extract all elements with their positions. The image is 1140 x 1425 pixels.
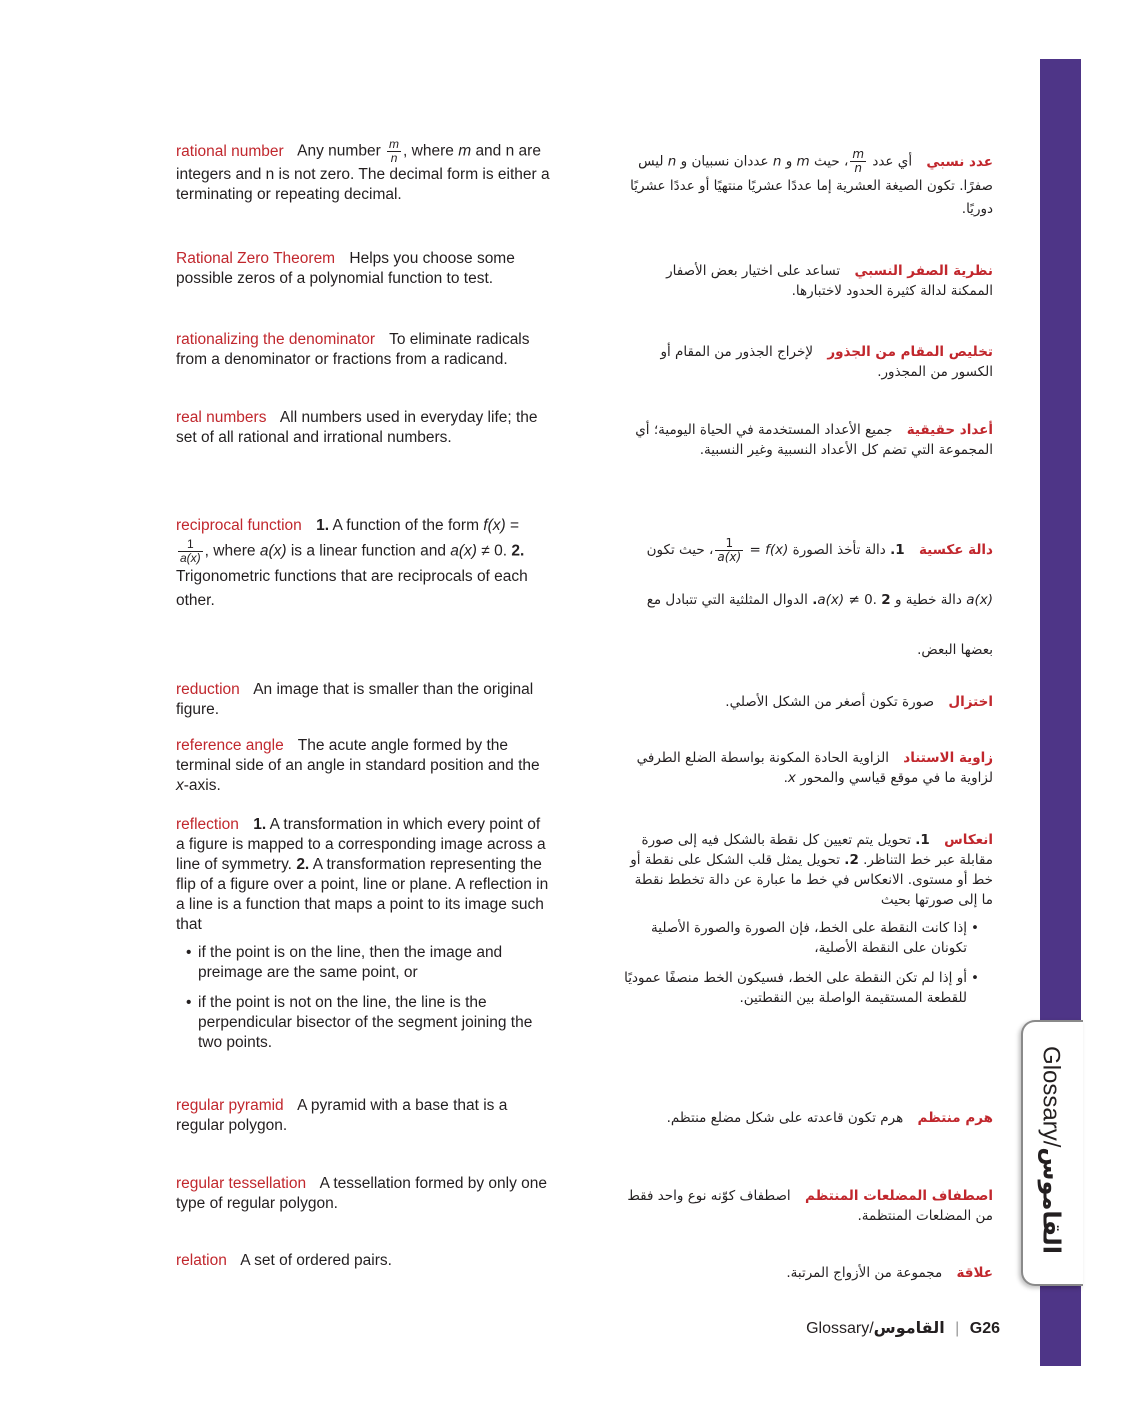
entry-reference-angle-en	[176, 736, 552, 796]
definition: A transformation representing the flip of a figure over a point, line or plane. A reflection in a line is a function that maps a point to its image such that	[176, 856, 549, 933]
definition: A function of the	[332, 517, 444, 534]
tab-label-en: Glossary/	[1037, 1046, 1065, 1148]
fraction-m-over-n: $\frac{m}{n}$	[389, 137, 400, 165]
list-item: • أو إذا لم تكن النقطة على الخط، فسيكون الخط منصفًا عموديًا للقطعة المستقيمة الواصلة بين النقطتين.	[621, 968, 993, 1008]
definition: To eliminate radicals from a denominator or fractions from a radicand.	[176, 331, 530, 368]
definition: , where	[403, 142, 454, 160]
definition: هرم تكون قاعدته على شكل مضلع منتظم.	[666, 1110, 904, 1126]
math: =	[749, 542, 761, 558]
term: نظرية الصفر النسبي	[854, 263, 993, 279]
term: regular pyramid	[176, 1097, 284, 1114]
term: Rational Zero Theorem	[176, 250, 336, 267]
bullet-list	[176, 943, 552, 1053]
entry-rational-zero-theorem-en	[176, 249, 552, 289]
entry-regular-tessellation-ar	[621, 1186, 993, 1226]
item-number: 1.	[316, 517, 330, 534]
term: regular tessellation	[176, 1175, 307, 1192]
term: reciprocal function	[176, 517, 302, 534]
definition: عددان نسبيان و	[680, 153, 769, 170]
definition: , where	[204, 542, 256, 560]
definition: تحويل يمثل قلب الشكل على نقطة أو خط أو مستوى. الانعكاس في خط ما عبارة عن دالة تخطط نقطة ما إلى صورتها بحيث	[630, 852, 993, 908]
definition: is a linear function and	[290, 542, 446, 560]
entry-real-numbers-en	[176, 408, 552, 448]
definition: ، حيث	[813, 153, 849, 170]
footer-title-en: Glossary/	[806, 1320, 874, 1337]
entry-real-numbers-ar	[621, 420, 993, 460]
entry-rational-number-en	[176, 138, 552, 205]
page-footer	[806, 1318, 1000, 1338]
definition: Trigonometric functions that are reciprocals of each other.	[176, 568, 528, 609]
definition: أي عدد	[872, 153, 913, 170]
variable: n	[772, 153, 782, 170]
math: a(x)	[450, 542, 477, 560]
term: اختزال	[948, 694, 993, 710]
term: تخليص المقام من الجذور	[827, 344, 993, 360]
definition: -axis.	[183, 777, 221, 794]
math: =	[510, 517, 520, 534]
definition: دالة خطية و	[894, 592, 962, 608]
fraction-1-over-ax: $\frac{1}{a(x)}$	[717, 535, 742, 564]
term: reduction	[176, 681, 240, 698]
term: rational number	[176, 142, 284, 160]
entry-relation-ar	[621, 1263, 993, 1283]
definition: and n are integers and n is not zero. The decimal form is either a terminating or repeating decimal.	[176, 142, 550, 203]
definition: الدوال المثلثية التي تتبادل مع بعضها البعض.	[646, 592, 993, 658]
definition: ليس صفرًا. تكون الصيغة العشرية إما عددًا عشريًا منتهيًا أو عددًا عشريًا دوريًا.	[630, 153, 993, 217]
term: عدد نسبي	[926, 153, 993, 170]
entry-rationalizing-denominator-ar	[621, 342, 993, 382]
entry-regular-pyramid-en	[176, 1096, 552, 1136]
glossary-tab-label	[1037, 1030, 1066, 1270]
entry-reflection-en	[176, 815, 552, 1063]
math: ≠ 0.	[848, 592, 877, 608]
definition: الزاوية الحادة المكونة بواسطة الضلع الطرفي لزاوية ما في موقع قياسي والمحور	[636, 750, 993, 786]
definition: .	[783, 770, 788, 786]
fraction-m-over-n: $\frac{m}{n}$	[852, 147, 865, 175]
entry-rational-number-ar	[621, 148, 993, 221]
math: f(x)	[483, 517, 506, 534]
entry-regular-tessellation-en	[176, 1174, 552, 1214]
term: انعكاس	[944, 832, 993, 848]
entry-reciprocal-function-en	[176, 514, 552, 613]
definition: صورة تكون أصغر من الشكل الأصلي.	[725, 694, 935, 710]
entry-relation-en	[176, 1251, 552, 1271]
item-number: 1.	[890, 542, 905, 558]
term: relation	[176, 1252, 227, 1269]
definition: A tessellation formed by only one type of regular polygon.	[176, 1175, 548, 1212]
definition: تحويل يتم تعيين كل نقطة بالشكل فيه إلى صورة مقابلة عبر خط التناظر.	[641, 832, 993, 868]
item-number: 2.	[812, 592, 891, 608]
term: reference angle	[176, 737, 284, 754]
math: f(x)	[765, 542, 789, 558]
definition: A transformation in which every point of a figure is mapped to a corresponding image across a line of symmetry.	[176, 816, 546, 873]
entry-reciprocal-function-ar	[621, 525, 993, 675]
math: a(x)	[966, 592, 993, 608]
term: زاوية الاستناد	[903, 750, 993, 766]
definition: اصطفاف كوّنه نوع واحد فقط من المضلعات المنتظمة.	[627, 1188, 993, 1224]
definition: All numbers used in everyday life; the set of all rational and irrational numbers.	[176, 409, 538, 446]
term: دالة عكسية	[918, 542, 993, 558]
definition: A pyramid with a base that is a regular polygon.	[176, 1097, 508, 1134]
tab-label-ar: القاموس	[1037, 1147, 1066, 1254]
definition: An image that is smaller than the original figure.	[176, 681, 534, 718]
entry-rational-zero-theorem-ar	[621, 261, 993, 301]
term: اصطفاف المضلعات المنتظم	[804, 1188, 993, 1204]
item-number: 2.	[844, 852, 859, 868]
definition: Any number	[297, 142, 381, 160]
term: rationalizing the denominator	[176, 331, 376, 348]
list-item: • if the point is on the line, then the image and preimage are the same point, or	[176, 943, 552, 983]
term: reflection	[176, 816, 239, 833]
definition: تساعد على اختيار بعض الأصفار الممكنة لدالة كثيرة الحدود لاختبارها.	[666, 263, 993, 299]
definition: دالة تأخذ	[837, 542, 886, 558]
term: هرم منتظم	[917, 1110, 993, 1126]
entry-reference-angle-ar	[621, 748, 993, 788]
item-number: 1.	[915, 832, 930, 848]
footer-title-ar: القاموس	[873, 1318, 945, 1337]
item-number: 2.	[511, 542, 525, 560]
fraction-1-over-ax: $\frac{1}{a(x)}$	[180, 537, 201, 565]
math: a(x)	[259, 542, 287, 560]
definition: The acute angle formed by the terminal side of an angle in standard position and the	[176, 737, 540, 774]
variable: n	[667, 153, 677, 170]
entry-reduction-ar	[621, 692, 993, 712]
definition: لإخراج الجذور من المقام أو الكسور من المجذور.	[660, 344, 993, 380]
variable: x	[176, 777, 184, 794]
entry-reduction-en	[176, 680, 552, 720]
list-item: • if the point is not on the line, the line is the perpendicular bisector of the segment joining the two points.	[176, 993, 552, 1053]
definition: Helps you choose some possible zeros of a polynomial function to test.	[176, 250, 515, 287]
math: a(x)	[817, 592, 845, 608]
page-number: G26	[969, 1320, 1000, 1337]
bullet-list	[621, 918, 993, 1008]
term: real numbers	[176, 409, 267, 426]
variable: m	[796, 153, 810, 170]
math: ≠ 0.	[481, 542, 508, 560]
definition: form	[447, 517, 479, 534]
definition: جميع الأعداد المستخدمة في الحياة اليومية؛ أي المجموعة التي تضم كل الأعداد النسبية وغير النسبية.	[635, 422, 993, 458]
entry-regular-pyramid-ar	[621, 1108, 993, 1128]
definition: ، حيث تكون	[646, 542, 714, 558]
footer-separator: |	[955, 1320, 960, 1337]
definition: الصورة	[792, 542, 833, 558]
variable: m	[458, 142, 472, 160]
variable: x	[787, 770, 796, 786]
item-number: 2.	[296, 856, 310, 873]
term: أعداد حقيقية	[906, 422, 993, 438]
definition: مجموعة من الأزواج المرتبة.	[786, 1265, 943, 1281]
entry-rationalizing-denominator-en	[176, 330, 552, 370]
term: علاقة	[956, 1265, 993, 1281]
item-number: 1.	[253, 816, 267, 833]
entry-reflection-ar	[621, 830, 993, 1018]
definition: و	[785, 153, 793, 170]
definition: A set of ordered pairs.	[240, 1252, 392, 1269]
list-item: • إذا كانت النقطة على الخط، فإن الصورة والصورة الأصلية تكونان على النقطة الأصلية،	[621, 918, 993, 958]
